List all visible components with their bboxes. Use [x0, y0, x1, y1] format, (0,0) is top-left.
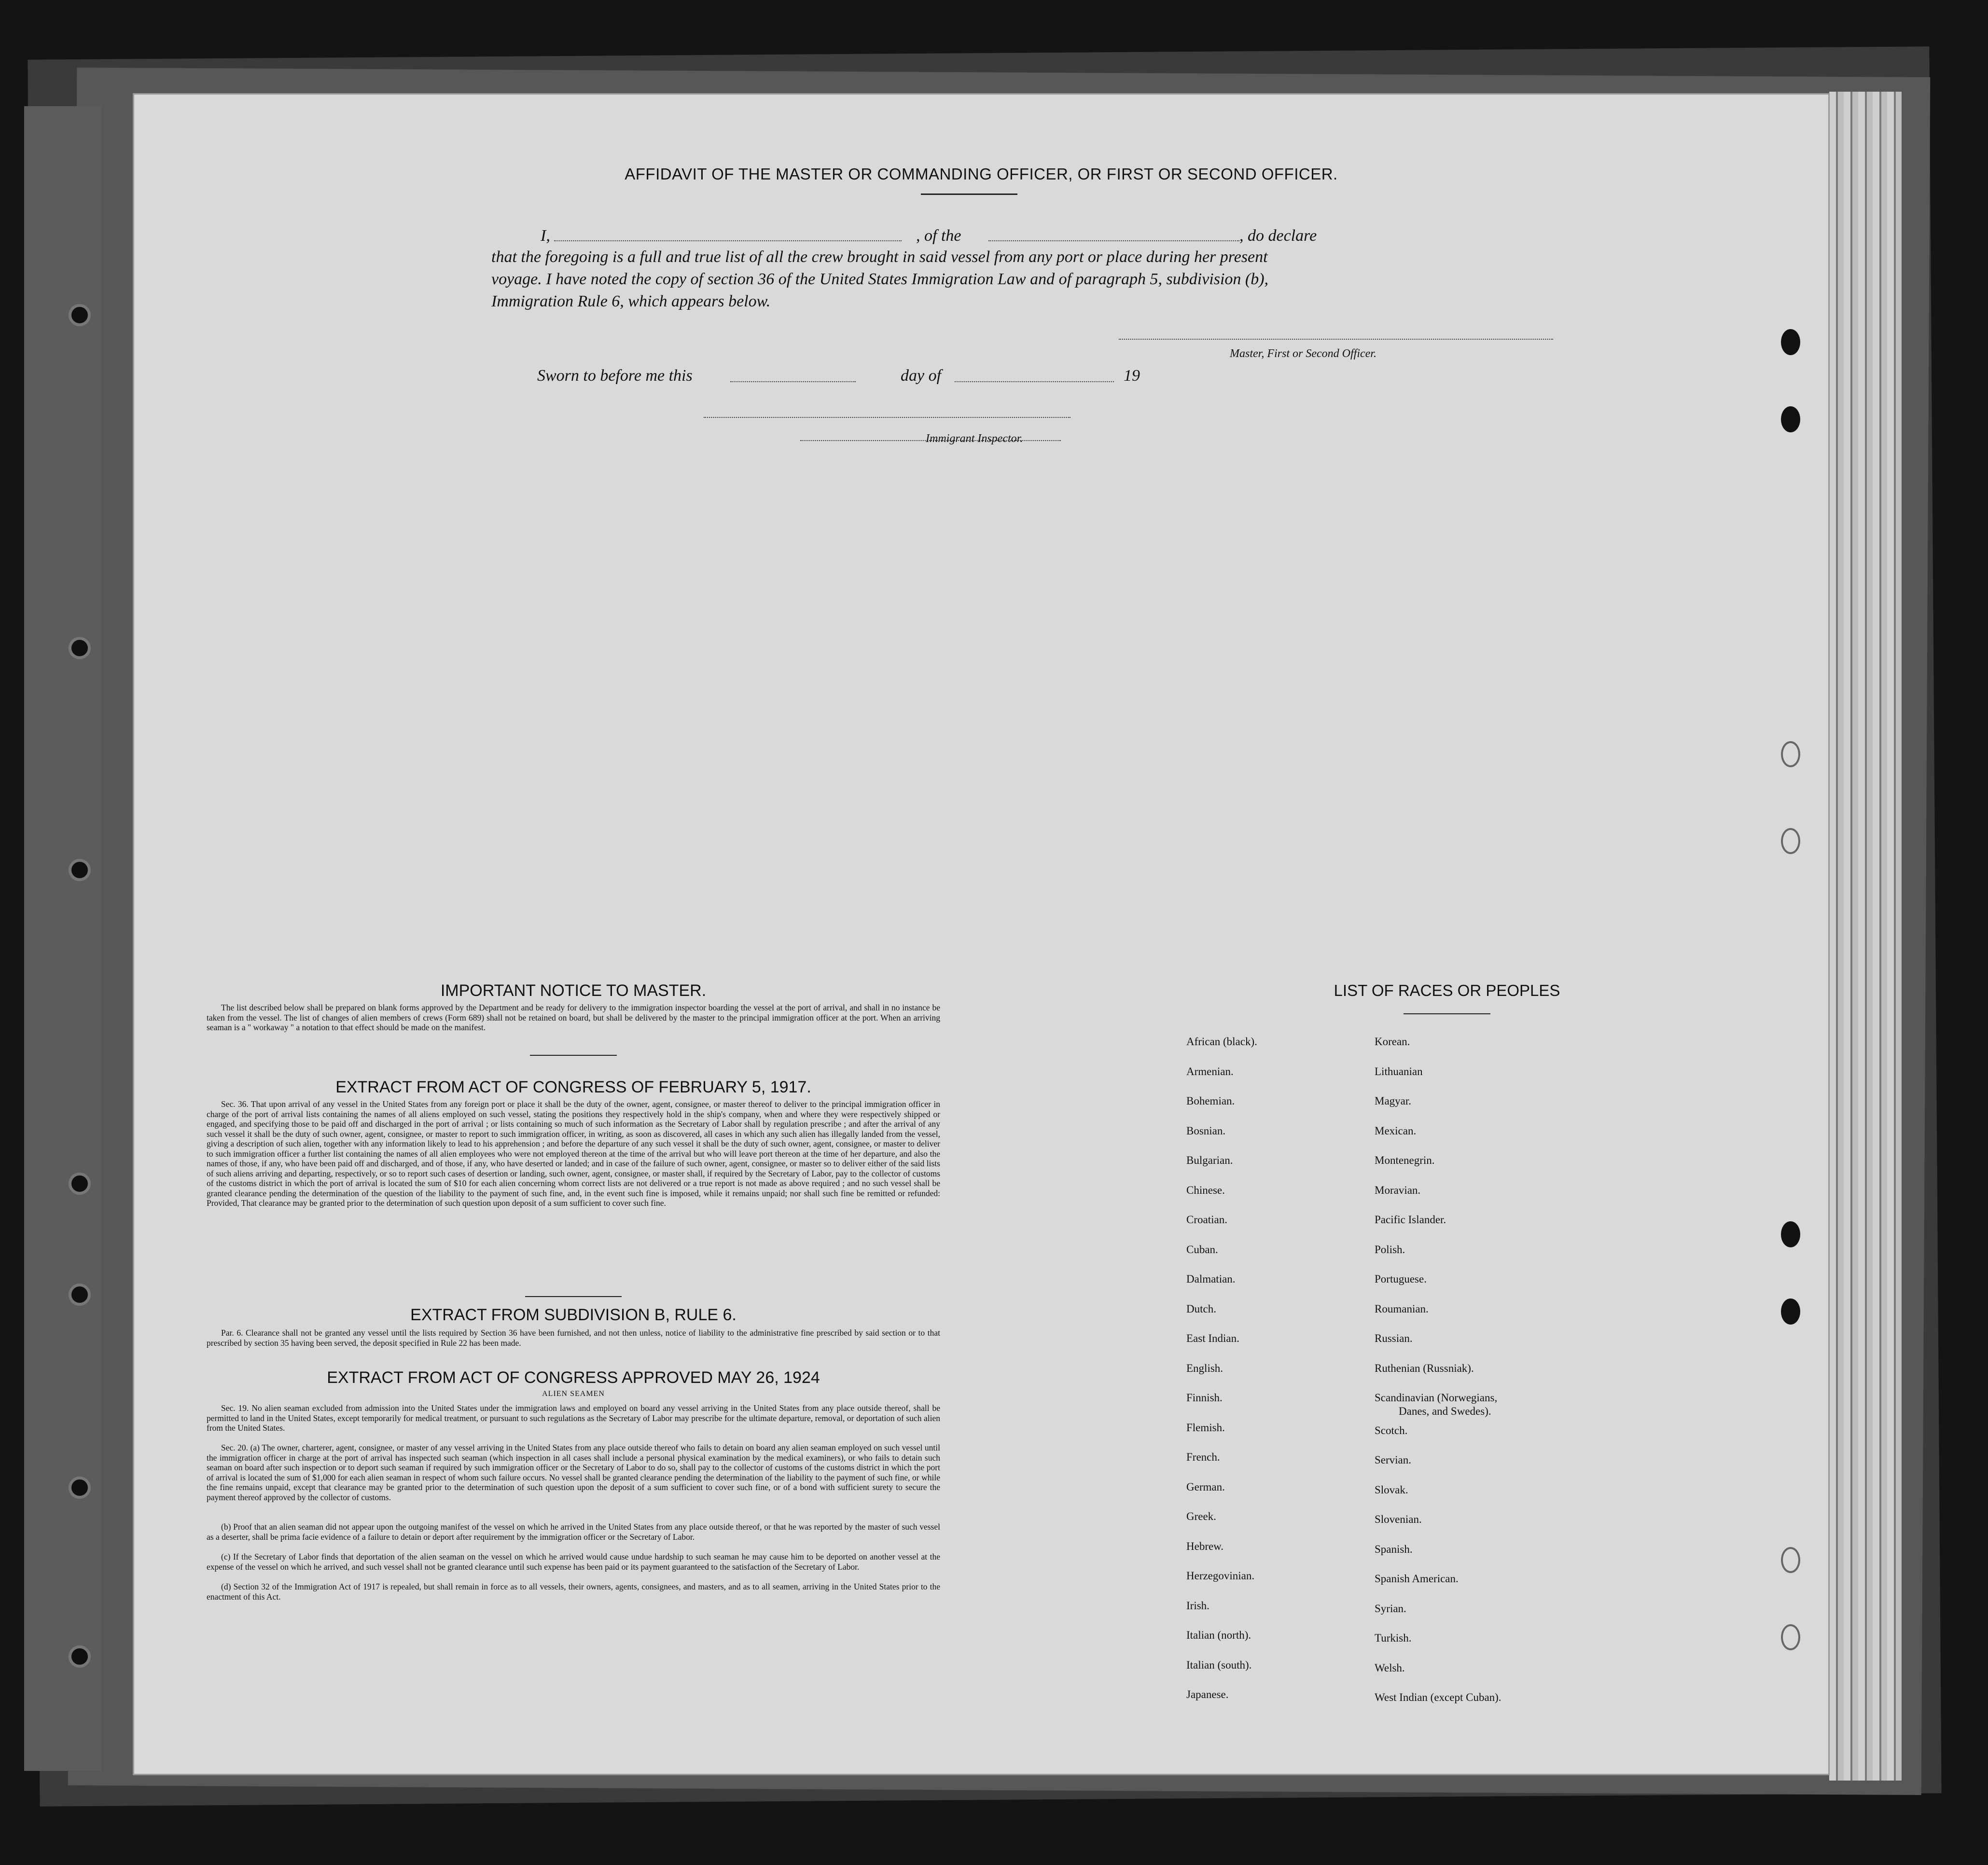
notice-text: The list described below shall be prepared on blank forms approved by the Department and be ready for delivery to the immigration inspector boarding the vessel at the port of arrival, and shall in no instance be taken from the vessel. The list of changes of alien members of crews (Form 689) shall not be retained on board, but shall be delivered by the master to the principal immigration officer at the port. When an arriving seaman is a " workaway " a notation to that effect should be made on the manifest. [207, 1003, 940, 1032]
race-item: Spanish American. [1375, 1573, 1459, 1585]
race-item: Slovenian. [1375, 1513, 1422, 1525]
master-label: Master, First or Second Officer. [1230, 347, 1376, 360]
race-item: Scotch. [1375, 1424, 1408, 1437]
race-item: Dalmatian. [1186, 1273, 1236, 1285]
race-item: Dutch. [1186, 1302, 1216, 1315]
inspector-label: Immigrant Inspector. [926, 432, 1023, 445]
race-item: Chinese. [1186, 1184, 1225, 1196]
race-item: Mexican. [1375, 1124, 1417, 1137]
extract-1917-text: Sec. 36. That upon arrival of any vessel in the United States from any foreign port or place it shall be the duty of the owner, agent, consignee, or master thereof to deliver to the principal immigration officer in charge of the port of arrival lists containing the names of all aliens employed on such vessel, stating the positions they respectively hold in the ship's company, when and where they were respectively shipped or engaged, and specifying those to be paid off and discharged in the port of arrival ; or lists containing so much of such information as the Secretary of Labor shall by regulation prescribe ; and after the arrival of any such vessel it shall be the duty of such owner, agent, consignee, or master to report to such immigration officer, in writing, as soon as discovered, all cases in which any such alien has illegally landed from the vessel, giving a description of such alien, together with any information likely to lead to his apprehension ; and before the departure of any such vessel it shall be the duty of such owner, agent, consignee, or master to deliver to such immigration officer a further list containing the names of all alien employees who were not employed thereon at the time of the arrival but who will leave port thereon at the time of her departure, and also the names of those, if any, who have been paid off and discharged, and of those, if any, who have deserted or landed; and in case of the failure of such owner, agent, consignee, or master so to deliver either of the said lists of such aliens arriving and departing, respectively, or so to report such cases of desertion or landing, such owner, agent, consignee, or master shall, if required by the Secretary of Labor, pay to the collector of customs of the customs district in which the port of arrival is located the sum of $10 for each alien concerning whom correct lists are not delivered or a true report is not made as above required ; and no such vessel shall be granted clearance pending the determination of the question of the liability to the payment of such fine, and, in the event such fine is imposed, while it remains unpaid; nor shall such fine be remitted or refunded: Provided, That clearance may be granted prior to the determination of such question upon deposit of a sum sufficient to cover such fine. [207, 1099, 940, 1208]
race-item: Hebrew. [1186, 1540, 1224, 1552]
race-item: French. [1186, 1451, 1220, 1463]
race-item: Croatian. [1186, 1214, 1227, 1226]
race-item: Armenian. [1186, 1065, 1234, 1078]
extract-1924-sec20c: (c) If the Secretary of Labor finds that deportation of the alien seaman on the vessel on which he arrived would cause undue hardship to such seaman he may cause him to be deported on another vessel at the expense of the vessel on which he arrived, and such vessel shall not be granted clearance until such expense has been paid or its payment guaranteed to the satisfaction of the Secretary of Labor. [207, 1552, 940, 1572]
race-item: Scandinavian (Norwegians, [1375, 1392, 1498, 1404]
race-item: Finnish. [1186, 1392, 1223, 1404]
affidavit-line: voyage. I have noted the copy of section 36 of the United States Immigration Law and of paragraph 5, subdivision (b), [491, 270, 1269, 288]
binding-ring-icon [69, 1645, 91, 1668]
race-item: Roumanian. [1375, 1302, 1429, 1315]
affidavit-title: AFFIDAVIT OF THE MASTER OR COMMANDING OFFICER, OR FIRST OR SECOND OFFICER. [625, 165, 1338, 183]
race-item: Russian. [1375, 1332, 1413, 1344]
race-item: Slovak. [1375, 1483, 1408, 1496]
affidavit-of-the: , of the [916, 227, 961, 245]
divider [921, 193, 1017, 195]
divider [1404, 1013, 1490, 1014]
race-item: German. [1186, 1480, 1225, 1493]
name-blank[interactable] [554, 240, 902, 241]
race-item: Moravian. [1375, 1184, 1421, 1196]
punch-hole-icon [1781, 741, 1800, 767]
race-item: Magyar. [1375, 1095, 1412, 1107]
extract-1924-sec20d: (d) Section 32 of the Immigration Act of 1917 is repealed, but shall remain in force as to all vessels, their owners, agents, consignees, and masters, and as to all seamen, arriving in the United States prior to the enactment of this Act. [207, 1582, 940, 1602]
extract-1924-sec20a: Sec. 20. (a) The owner, charterer, agent, consignee, or master of any vessel arriving in the United States from any place outside thereof who fails to detain on board any alien seaman employed on such vessel until the immigration officer in charge at the port of arrival has inspected such seaman (which inspection in all cases shall include a personal physical examination by the medical examiners), or who fails to detain such seaman on board after such inspection or to deport such seaman if required by such immigration officer or the Secretary of Labor to do so, shall pay to the collector of customs of the customs district in which the port of arrival is located the sum of $1,000 for each alien seaman in respect of whom such failure occurs. No vessel shall be granted clearance pending the determination of the liability to the payment of such fine, or while the fine remains unpaid, except that clearance may be granted prior to the determination of such question upon the deposit of a sum sufficient to cover such fine, or of a bond with sufficient surety to secure the payment thereof approved by the collector of customs. [207, 1443, 940, 1502]
punch-hole-icon [1781, 1221, 1800, 1247]
affidavit-declare: , do declare [1239, 227, 1317, 245]
page-stack-edge [1829, 92, 1902, 1781]
extract-rule6-text: Par. 6. Clearance shall not be granted any vessel until the lists required by Section 36 have been furnished, and not then unless, notice of liability to the administrative fine prescribed by said section or to that prescribed by section 35 having been served, the deposit specified in Rule 22 has been made. [207, 1328, 940, 1348]
race-item: Polish. [1375, 1243, 1405, 1256]
race-item: Welsh. [1375, 1661, 1405, 1674]
binding-strip [24, 106, 101, 1771]
race-item: Herzegovinian. [1186, 1570, 1255, 1582]
inspector-signature-line[interactable] [704, 417, 1070, 418]
race-item: Flemish. [1186, 1421, 1225, 1434]
vessel-blank[interactable] [988, 240, 1239, 241]
sworn-month-blank[interactable] [955, 381, 1114, 382]
extract-rule6-title: EXTRACT FROM SUBDIVISION B, RULE 6. [410, 1306, 737, 1324]
race-item: Bulgarian. [1186, 1154, 1233, 1166]
race-item: Irish. [1186, 1599, 1209, 1612]
affidavit-line: Immigration Rule 6, which appears below. [491, 292, 771, 310]
extract-1917-title: EXTRACT FROM ACT OF CONGRESS OF FEBRUARY 5, 1917. [335, 1078, 811, 1096]
year-prefix: 19 [1124, 367, 1140, 385]
race-item: Bosnian. [1186, 1124, 1226, 1137]
document-page [134, 95, 1828, 1774]
punch-hole-icon [1781, 1547, 1800, 1573]
sworn-text: Sworn to before me this [537, 367, 693, 385]
binding-ring-icon [69, 1477, 91, 1499]
races-title: LIST OF RACES OR PEOPLES [1334, 981, 1560, 999]
race-item: Japanese. [1186, 1688, 1229, 1700]
notice-title: IMPORTANT NOTICE TO MASTER. [440, 981, 707, 1000]
race-item: Portuguese. [1375, 1273, 1427, 1285]
punch-hole-icon [1781, 406, 1800, 432]
sworn-day-blank[interactable] [730, 381, 856, 382]
race-item: Italian (south). [1186, 1658, 1252, 1671]
extract-1924-title: EXTRACT FROM ACT OF CONGRESS APPROVED MAY 26, 1924 [327, 1368, 820, 1387]
extract-1924-sec19: Sec. 19. No alien seaman excluded from admission into the United States under the immigration laws and employed on board any vessel arriving in the United States from any place outside thereof, shall be permitted to land in the United States, except temporarily for medical treatment, or pursuant to such regulations as the Secretary of Labor may prescribe for the ultimate departure, removal, or deportation of such alien from the United States. [207, 1403, 940, 1433]
punch-hole-icon [1781, 1299, 1800, 1325]
race-item: Danes, and Swedes). [1399, 1405, 1491, 1417]
race-item: Pacific Islander. [1375, 1214, 1446, 1226]
race-item: African (black). [1186, 1036, 1257, 1048]
race-item: West Indian (except Cuban). [1375, 1691, 1501, 1703]
race-item: Korean. [1375, 1036, 1410, 1048]
binding-ring-icon [69, 637, 91, 659]
race-item: Montenegrin. [1375, 1154, 1435, 1166]
race-item: English. [1186, 1362, 1223, 1374]
race-item: Greek. [1186, 1510, 1216, 1522]
divider [530, 1055, 617, 1056]
punch-hole-icon [1781, 1624, 1800, 1650]
race-item: Syrian. [1375, 1602, 1406, 1615]
master-signature-line[interactable] [1119, 339, 1553, 340]
binding-ring-icon [69, 304, 91, 326]
race-item: Spanish. [1375, 1543, 1413, 1555]
race-item: Italian (north). [1186, 1629, 1251, 1641]
binding-ring-icon [69, 1284, 91, 1306]
race-item: Servian. [1375, 1454, 1412, 1466]
extract-1924-sec20b: (b) Proof that an alien seaman did not appear upon the outgoing manifest of the vessel on which he arrived in the United States from any place outside thereof, or that he was reported by the master of such vessel as a deserter, shall be prima facie evidence of a failure to detain or deport after requirement by the immigration officer or the Secretary of Labor. [207, 1522, 940, 1542]
punch-hole-icon [1781, 828, 1800, 854]
race-item: Lithuanian [1375, 1065, 1423, 1078]
day-of-text: day of [901, 367, 942, 385]
binding-ring-icon [69, 1173, 91, 1195]
race-item: East Indian. [1186, 1332, 1239, 1344]
divider [525, 1296, 622, 1297]
race-item: Turkish. [1375, 1632, 1412, 1644]
binding-ring-icon [69, 859, 91, 881]
race-item: Bohemian. [1186, 1095, 1235, 1107]
race-item: Cuban. [1186, 1243, 1218, 1256]
affidavit-line: that the foregoing is a full and true list of all the crew brought in said vessel from any port or place during her present [491, 248, 1268, 266]
race-item: Ruthenian (Russniak). [1375, 1362, 1474, 1374]
affidavit-i: I, [541, 227, 550, 245]
extract-1924-subtitle: ALIEN SEAMEN [542, 1390, 605, 1398]
punch-hole-icon [1781, 329, 1800, 355]
